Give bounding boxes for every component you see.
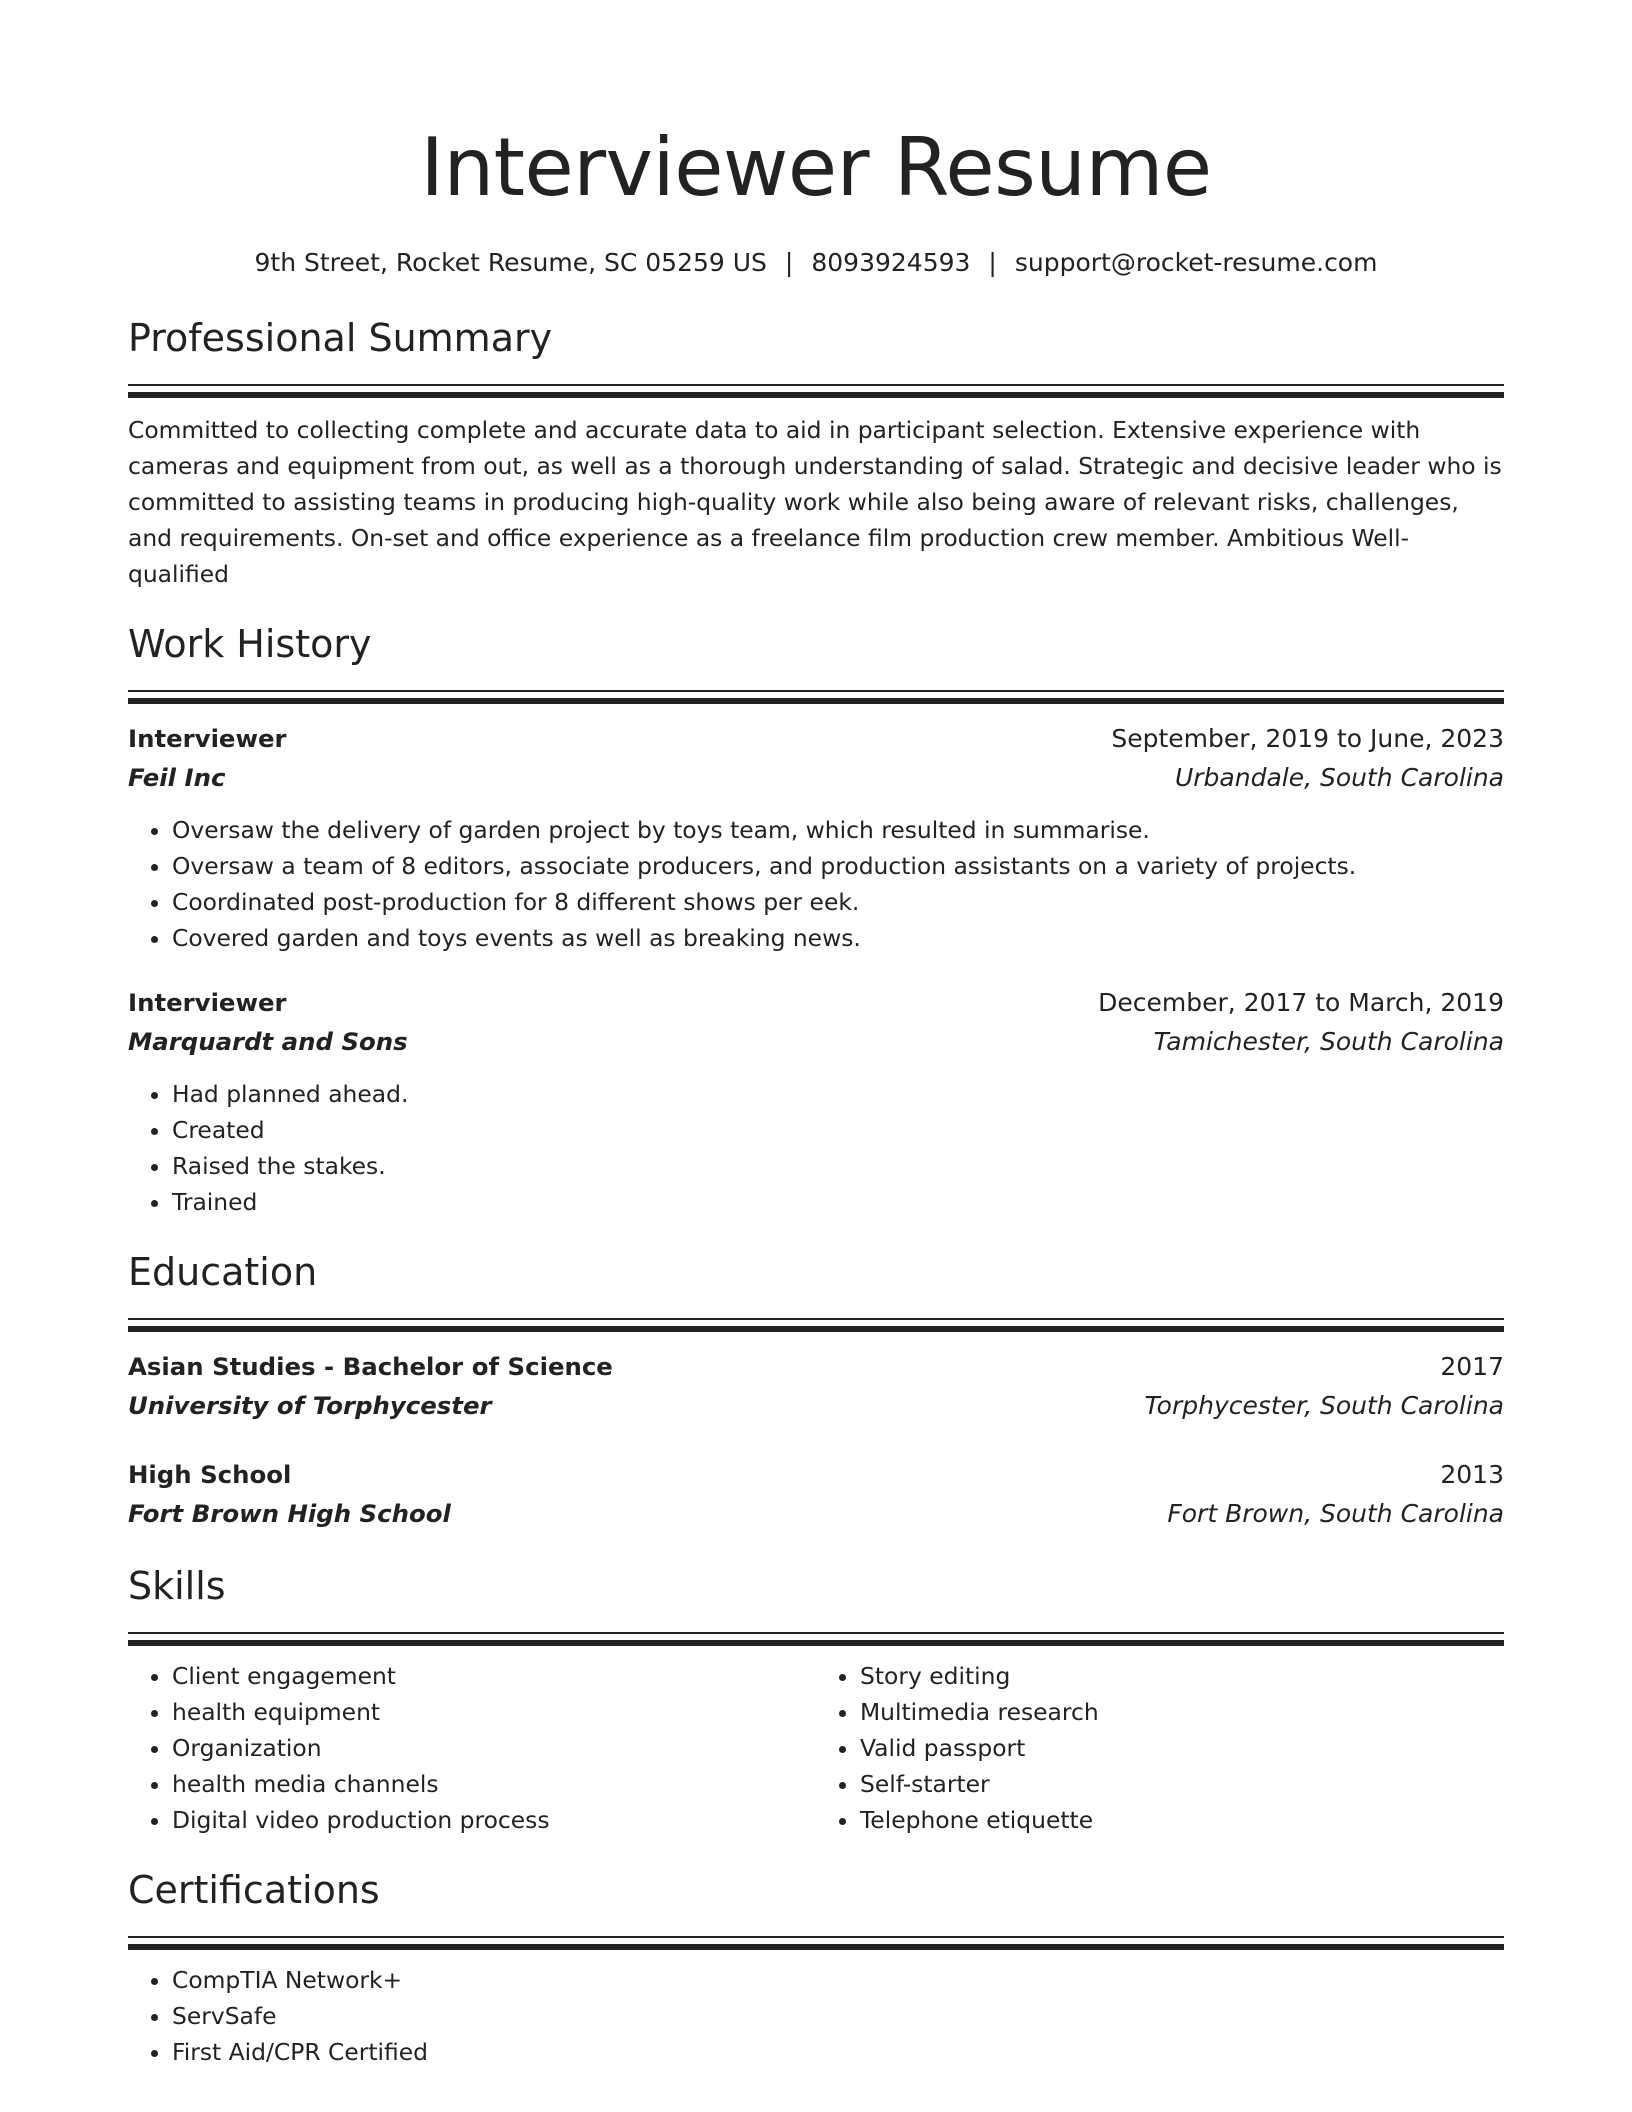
skill-item: • Valid passport [860, 1730, 1504, 1766]
section-title-summary: Professional Summary [128, 316, 553, 360]
job-bullet: • Coordinated post-production for 8 different shows per eek. [172, 884, 1504, 920]
section-divider [128, 690, 1504, 704]
job-bullet: • Raised the stakes. [172, 1148, 1504, 1184]
job-location: Urbandale, South Carolina [1174, 763, 1504, 792]
job-bullets [128, 812, 1504, 956]
job-bullet: • Covered garden and toys events as well as breaking news. [172, 920, 1504, 956]
contact-separator: | [784, 248, 794, 277]
job-dates: December, 2017 to March, 2019 [1098, 988, 1504, 1017]
summary-section [128, 312, 1504, 592]
contact-separator: | [988, 248, 997, 277]
education-school: University of Torphycester [128, 1391, 492, 1420]
education-section [128, 1246, 1504, 1534]
certification-item: • CompTIA Network+ [172, 1962, 1504, 1998]
job-bullet: • Had planned ahead. [172, 1076, 1504, 1112]
education-degree: High School [128, 1460, 292, 1489]
skills-section [128, 1560, 1504, 1838]
skill-item: • health equipment [172, 1694, 816, 1730]
certifications-list [128, 1962, 1504, 2070]
education-location: Torphycester, South Carolina [1144, 1391, 1504, 1420]
job-company: Marquardt and Sons [128, 1027, 408, 1056]
skills-list-left [128, 1658, 816, 1838]
section-divider [128, 1632, 1504, 1646]
skill-item: • health media channels [172, 1766, 816, 1802]
job-bullet: • Oversaw the delivery of garden project by toys team, which resulted in summarise. [172, 812, 1504, 848]
job-role: Interviewer [128, 724, 287, 753]
education-entry [128, 1456, 1504, 1534]
education-degree: Asian Studies - Bachelor of Science [128, 1352, 613, 1381]
contact-line [128, 246, 1504, 280]
education-year: 2013 [1440, 1460, 1504, 1489]
job-location: Tamichester, South Carolina [1153, 1027, 1504, 1056]
skill-item: • Digital video production process [172, 1802, 816, 1838]
job-entry [128, 720, 1504, 956]
section-divider [128, 384, 1504, 398]
education-school: Fort Brown High School [128, 1499, 451, 1528]
job-bullets [128, 1076, 1504, 1220]
certifications-section [128, 1864, 1504, 2070]
job-entry [128, 984, 1504, 1220]
job-dates: September, 2019 to June, 2023 [1111, 724, 1504, 753]
section-divider [128, 1318, 1504, 1332]
certification-item: • ServSafe [172, 1998, 1504, 2034]
skill-item: • Self-starter [860, 1766, 1504, 1802]
work-section [128, 618, 1504, 1220]
section-title-skills: Skills [128, 1564, 226, 1608]
job-bullet: • Oversaw a team of 8 editors, associate producers, and production assistants on a variety of projects. [172, 848, 1504, 884]
section-title-certifications: Certifications [128, 1868, 380, 1912]
skills-list-right [816, 1658, 1504, 1838]
contact-address: 9th Street, Rocket Resume, SC 05259 US [254, 248, 767, 277]
resume-title: Interviewer Resume [420, 121, 1212, 214]
skill-item: • Client engagement [172, 1658, 816, 1694]
skill-item: • Telephone etiquette [860, 1802, 1504, 1838]
section-title-education: Education [128, 1250, 318, 1294]
education-location: Fort Brown, South Carolina [1167, 1499, 1504, 1528]
job-role: Interviewer [128, 988, 287, 1017]
skill-item: • Multimedia research [860, 1694, 1504, 1730]
job-bullet: • Trained [172, 1184, 1504, 1220]
job-bullet: • Created [172, 1112, 1504, 1148]
skill-item: • Story editing [860, 1658, 1504, 1694]
job-company: Feil Inc [128, 763, 226, 792]
certification-item: • First Aid/CPR Certified [172, 2034, 1504, 2070]
section-title-work: Work History [128, 622, 372, 666]
contact-phone: 8093924593 [811, 248, 971, 277]
education-year: 2017 [1440, 1352, 1504, 1381]
contact-email: support@rocket-resume.com [1014, 248, 1378, 277]
education-entry [128, 1348, 1504, 1426]
section-divider [128, 1936, 1504, 1950]
skills-columns [128, 1658, 1504, 1838]
summary-text: Committed to collecting complete and accurate data to aid in participant selection. Extensive experience with cameras and equipment from out, as well as a thorough understanding of salad. Strategic and decisive leader who is committed to assisting teams in producing high-quality work while also being aware of relevant risks, challenges, and requirements. On-set and office experience as a freelance film production crew member. Ambitious Well-qualified [128, 416, 1502, 588]
skill-item: • Organization [172, 1730, 816, 1766]
